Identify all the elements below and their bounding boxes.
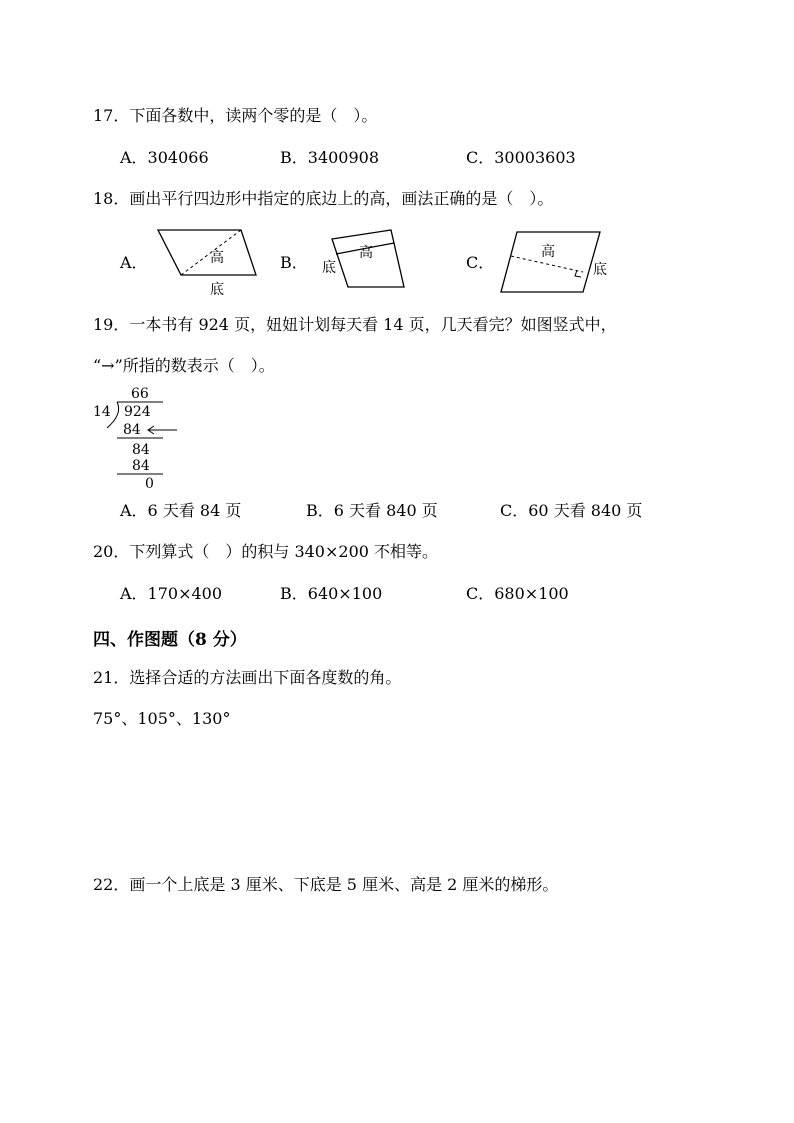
q17-option-c: C．30003603 xyxy=(466,148,576,167)
q18-c-base-label: 底 xyxy=(593,262,607,278)
q18-b-height-label: 高 xyxy=(359,245,373,261)
division-quotient: 66 xyxy=(131,386,149,402)
q19-option-b: B．6 天看 840 页 xyxy=(306,501,438,520)
q20-option-a: A．170×400 xyxy=(120,584,223,603)
q18-b-base-label: 底 xyxy=(322,260,336,276)
q19-option-a: A．6 天看 84 页 xyxy=(120,501,242,520)
division-step2: 84 xyxy=(132,442,150,458)
q18-figure-b xyxy=(318,226,410,292)
section-4-title: 四、作图题（8 分） xyxy=(93,630,247,650)
q18-question: 18．画出平行四边形中指定的底边上的高，画法正确的是（ ）。 xyxy=(93,189,554,208)
q22-question: 22．画一个上底是 3 厘米、下底是 5 厘米、高是 2 厘米的梯形。 xyxy=(93,875,559,894)
q18-a-height-label: 高 xyxy=(210,250,224,266)
q17-question: 17．下面各数中，读两个零的是（ ）。 xyxy=(93,106,378,125)
q20-option-c: C．680×100 xyxy=(466,584,569,603)
division-divisor: 14 xyxy=(93,404,111,420)
division-step3: 84 xyxy=(132,458,150,474)
q18-option-b-letter: B． xyxy=(280,253,308,272)
q18-a-base-label: 底 xyxy=(210,282,224,298)
q17-option-a: A．304066 xyxy=(120,148,209,167)
q20-option-b: B．640×100 xyxy=(280,584,383,603)
q19-question-line1: 19．一本书有 924 页，妞妞计划每天看 14 页，几天看完？如图竖式中， xyxy=(93,315,617,334)
q19-option-c: C．60 天看 840 页 xyxy=(500,501,643,520)
q17-option-b: B．3400908 xyxy=(280,148,380,167)
division-dividend: 924 xyxy=(124,404,151,420)
q18-option-a-letter: A． xyxy=(120,253,148,272)
q21-question: 21．选择合适的方法画出下面各度数的角。 xyxy=(93,668,402,687)
q19-long-division xyxy=(90,382,190,492)
division-remainder: 0 xyxy=(145,476,154,492)
q18-option-c-letter: C． xyxy=(466,253,495,272)
q18-figure-a xyxy=(150,224,265,300)
q21-angles: 75°、105°、130° xyxy=(93,709,231,728)
division-step1: 84 xyxy=(123,422,141,438)
q18-figure-c xyxy=(495,226,615,296)
q18-c-height-label: 高 xyxy=(541,244,555,260)
q19-question-line2: “→”所指的数表示（ ）。 xyxy=(93,356,275,375)
q20-question: 20．下列算式（ ）的积与 340×200 不相等。 xyxy=(93,542,439,561)
